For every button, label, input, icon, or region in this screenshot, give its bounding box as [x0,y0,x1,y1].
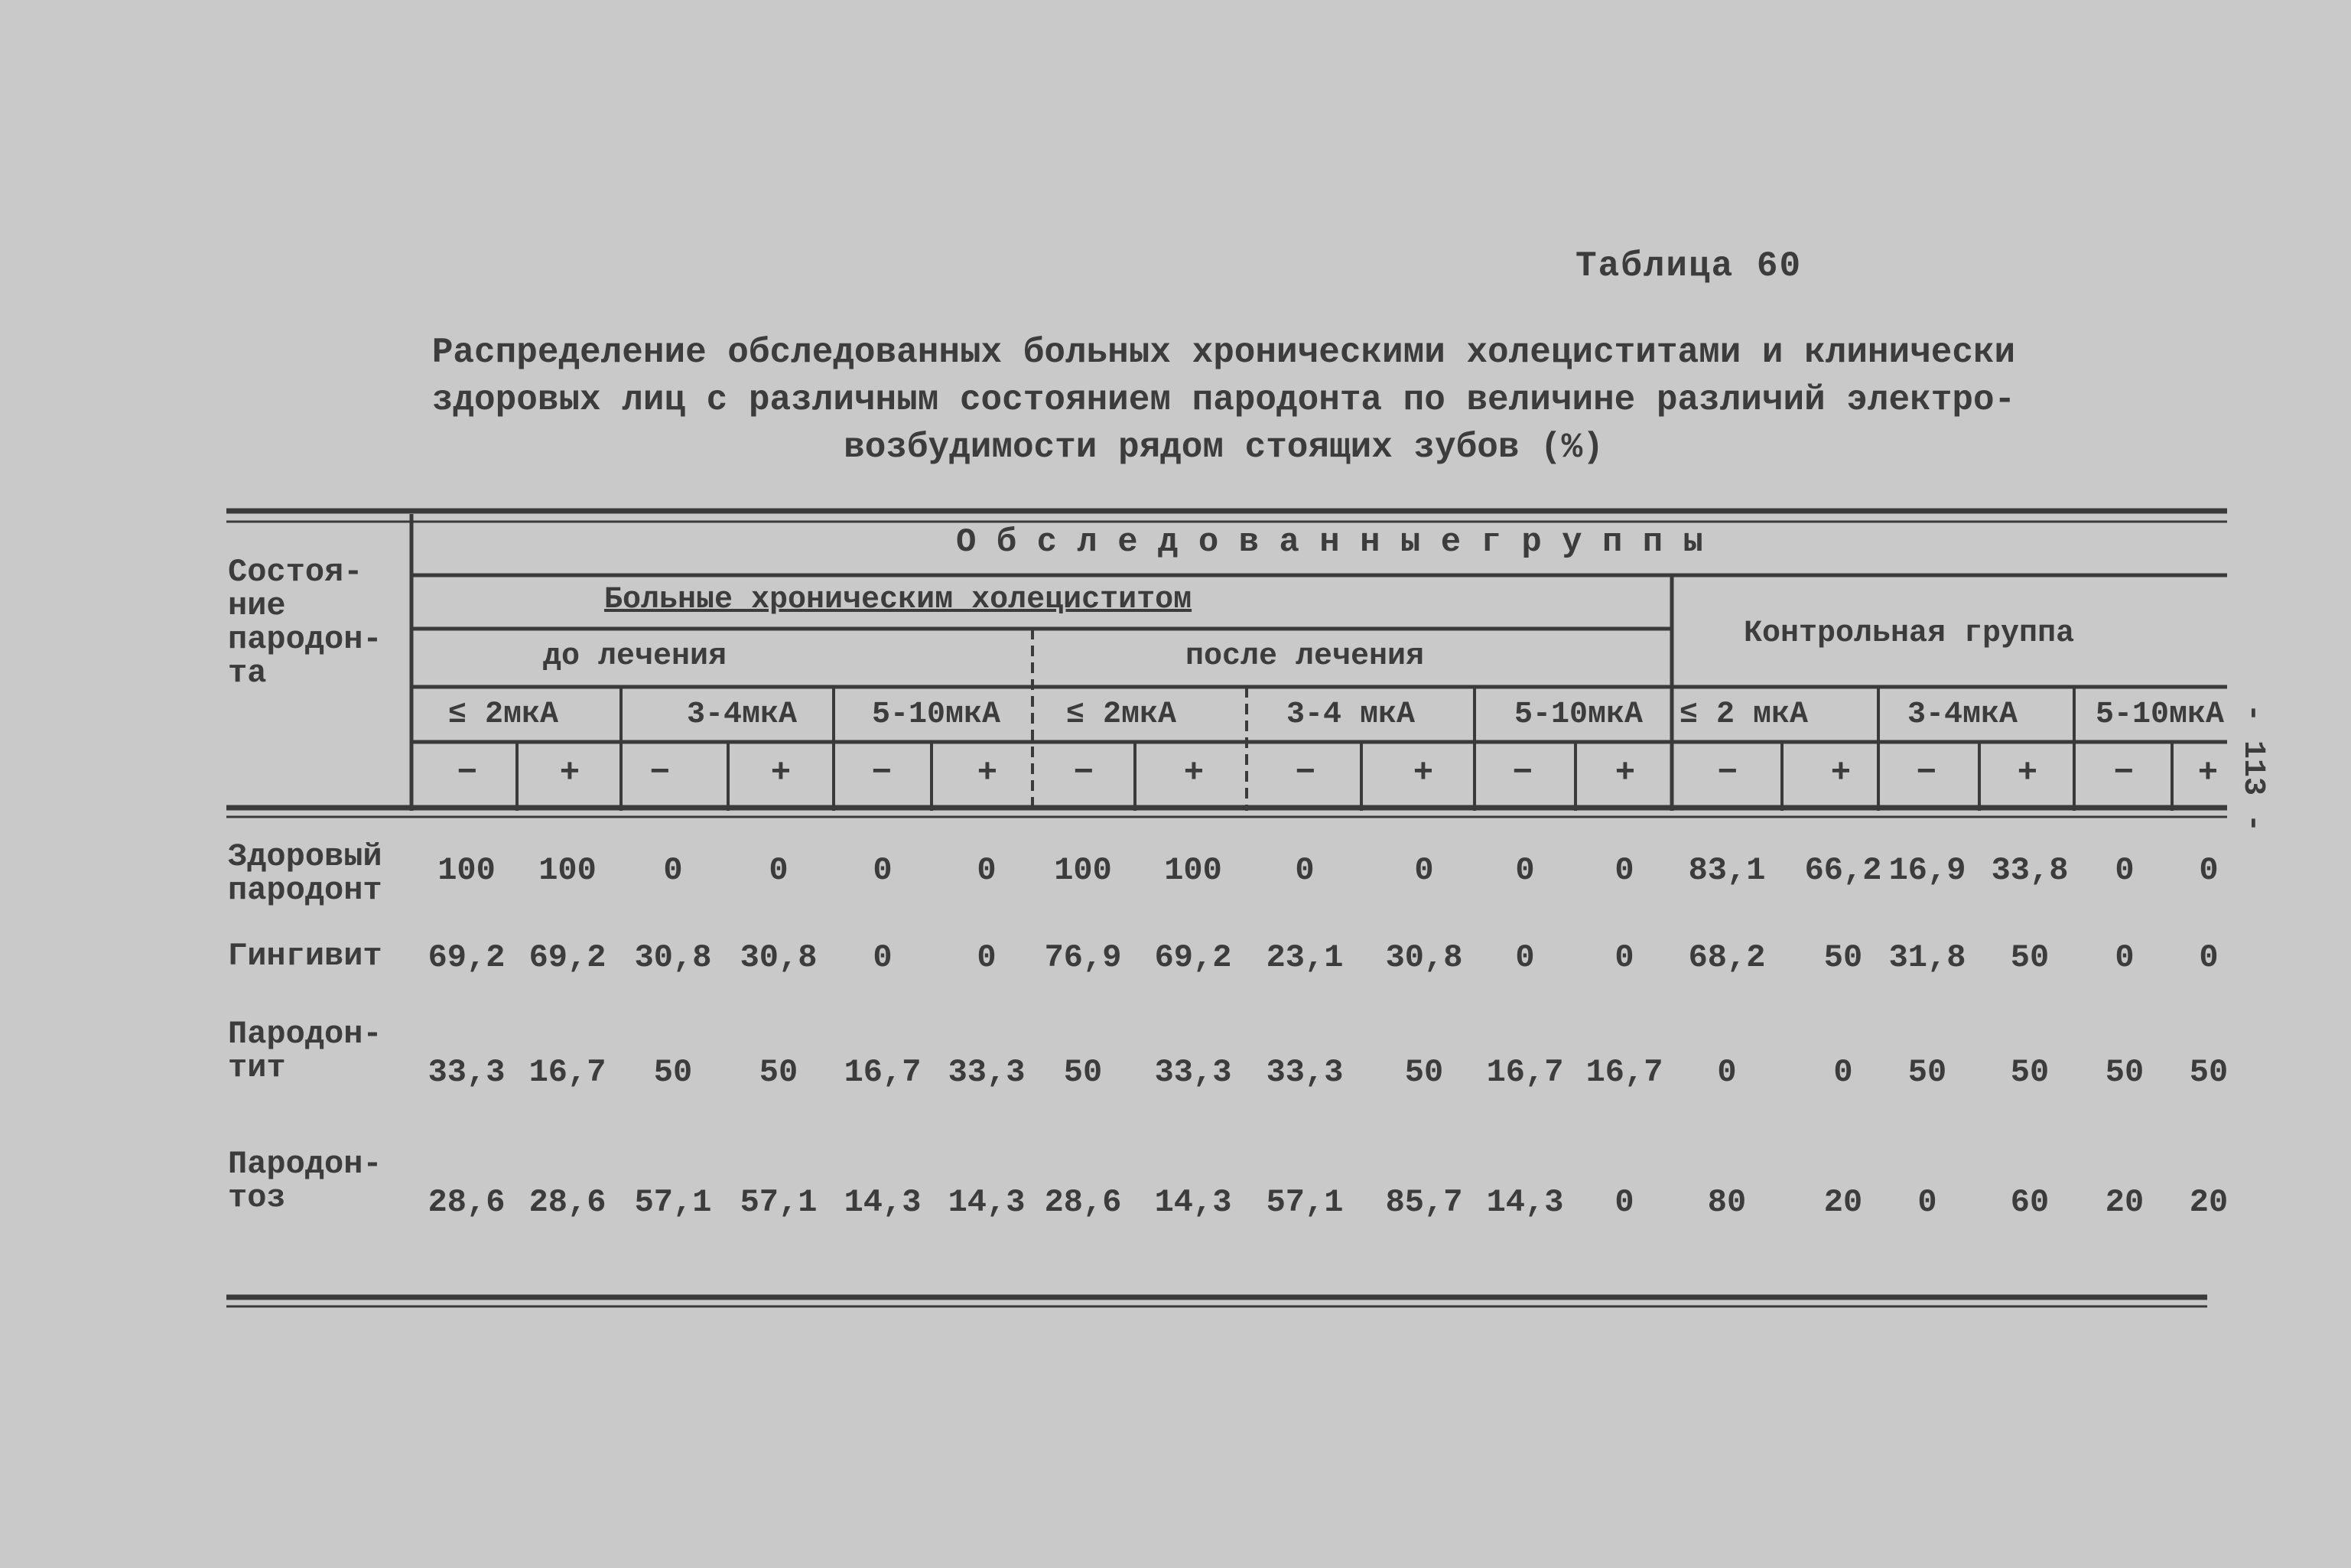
sign-plus: + [1614,754,1636,792]
patients-header: Больные хроническим холециститом [604,583,1192,617]
sign-plus: + [1830,754,1852,792]
table-cell: 16,7 [1486,1054,1564,1091]
sign-minus: − [457,754,478,792]
before-treatment-header: до лечения [543,639,727,674]
row-label-periodontosis [228,1147,382,1215]
row-header [228,555,382,690]
table-cell: 28,6 [528,1184,606,1221]
sign-plus: + [559,754,580,792]
table-cell: 0 [2199,852,2219,889]
row-header-line: ние [228,587,286,624]
table-cell: 20 [1823,1184,1863,1221]
sign-plus: + [770,754,792,792]
table-cell: 20 [2105,1184,2145,1221]
table-cell: 0 [1414,852,1434,889]
table-cell: 0 [1515,939,1535,976]
row-header-line: пародон- [228,621,382,658]
table-cell: 50 [1063,1054,1103,1091]
page-number: - 113 - [2236,704,2270,833]
table-cell: 33,3 [1154,1054,1232,1091]
row-label-gingivitis [228,939,382,973]
table-cell: 50 [2010,939,2050,976]
table-cell: 85,7 [1385,1184,1463,1221]
table-cell: 66,2 [1804,852,1882,889]
table-cell: 0 [1614,939,1634,976]
table-cell: 100 [538,852,597,889]
table-cell: 0 [2115,939,2135,976]
sign-minus: − [1073,754,1094,792]
table-cell: 0 [1515,852,1535,889]
table-cell: 57,1 [1266,1184,1344,1221]
table-cell: 50 [1907,1054,1947,1091]
table-cell: 20 [2189,1184,2229,1221]
table-cell: 80 [1707,1184,1747,1221]
table-cell: 30,8 [1385,939,1463,976]
row-label-periodontitis [228,1017,382,1085]
table-cell: 0 [1295,852,1315,889]
table-cell: 0 [1614,852,1634,889]
sign-minus: − [1717,754,1738,792]
range-label: ≤ 2 мкА [1680,698,1809,732]
table-cell: 0 [977,939,997,976]
row-label-line: Пародон- [228,1016,382,1052]
after-treatment-header: после лечения [1185,639,1425,674]
table-cell: 14,3 [844,1184,922,1221]
table-cell: 0 [1717,1054,1737,1091]
table-cell: 0 [769,852,789,889]
row-label-line: Гингивит [228,938,382,974]
sign-plus: + [1413,754,1434,792]
table-cell: 0 [873,939,893,976]
sign-minus: − [1295,754,1316,792]
table-cell: 0 [873,852,893,889]
sign-plus: + [2017,754,2038,792]
range-label: 5-10мкА [2096,698,2225,732]
table-cell: 31,8 [1888,939,1966,976]
sign-plus: + [977,754,998,792]
range-label: 5-10мкА [872,698,1001,732]
table-cell: 83,1 [1688,852,1766,889]
table-cell: 60 [2010,1184,2050,1221]
table-cell: 69,2 [528,939,606,976]
table-cell: 50 [2010,1054,2050,1091]
row-header-line: Состоя- [228,554,363,590]
table-cell: 33,3 [428,1054,506,1091]
row-label-line: тит [228,1049,286,1086]
caption-line: Распределение обследованных больных хроническими холециститами и клинически [431,333,2016,372]
table-number: Таблица 60 [1575,246,1803,286]
sign-plus: + [1183,754,1205,792]
table-cell: 30,8 [740,939,818,976]
table-cell: 0 [663,852,683,889]
sign-minus: − [1512,754,1533,792]
table-cell: 14,3 [1486,1184,1564,1221]
table-cell: 33,3 [948,1054,1026,1091]
table-cell: 0 [2115,852,2135,889]
table-cell: 16,7 [844,1054,922,1091]
table-cell: 0 [1614,1184,1634,1221]
row-label-line: тоз [228,1179,286,1216]
table-cell: 100 [437,852,496,889]
row-label-line: Здоровый [228,838,382,875]
row-header-line: та [228,655,267,691]
table-cell: 14,3 [948,1184,1026,1221]
groups-title: О б с л е д о в а н н ы е г р у п п ы [956,523,1703,561]
sign-minus: − [871,754,893,792]
table-cell: 16,9 [1888,852,1966,889]
table-cell: 68,2 [1688,939,1766,976]
table-cell: 16,7 [528,1054,606,1091]
table-cell: 50 [759,1054,798,1091]
sign-plus: + [2197,754,2219,792]
table-cell: 50 [653,1054,693,1091]
table-cell: 23,1 [1266,939,1344,976]
sign-minus: − [2113,754,2135,792]
table-cell: 0 [977,852,997,889]
table-cell: 0 [2199,939,2219,976]
range-label: 3-4 мкА [1286,698,1416,732]
range-label: 5-10мкА [1514,698,1644,732]
table-cell: 33,3 [1266,1054,1344,1091]
table-cell: 50 [1404,1054,1444,1091]
range-label: ≤ 2мкА [1066,698,1177,732]
row-label-line: пародонт [228,872,382,909]
table-cell: 28,6 [428,1184,506,1221]
row-label-healthy [228,840,382,907]
table-cell: 33,8 [1991,852,2069,889]
table-cell: 100 [1164,852,1222,889]
table-cell: 16,7 [1585,1054,1663,1091]
table-cell: 69,2 [1154,939,1232,976]
table-cell: 0 [1917,1184,1937,1221]
table-cell: 28,6 [1044,1184,1122,1221]
range-label: 3-4мкА [687,698,798,732]
table-cell: 50 [2189,1054,2229,1091]
row-label-line: Пародон- [228,1146,382,1183]
table-cell: 76,9 [1044,939,1122,976]
table-cell: 50 [2105,1054,2145,1091]
table-cell: 0 [1833,1054,1853,1091]
table-cell: 100 [1054,852,1112,889]
table-cell: 69,2 [428,939,506,976]
table-cell: 30,8 [634,939,712,976]
table-cell: 50 [1823,939,1863,976]
control-header: Контрольная группа [1744,616,2075,651]
table-cell: 57,1 [634,1184,712,1221]
range-label: ≤ 2мкА [448,698,559,732]
table-cell: 57,1 [740,1184,818,1221]
sign-minus: − [1916,754,1937,792]
range-label: 3-4мкА [1907,698,2018,732]
sign-minus: − [649,754,671,792]
caption-line: здоровых лиц с различным состоянием пародонта по величине различий электро- [431,380,2016,420]
caption-line: возбудимости рядом стоящих зубов (%) [844,428,1604,467]
table-cell: 14,3 [1154,1184,1232,1221]
